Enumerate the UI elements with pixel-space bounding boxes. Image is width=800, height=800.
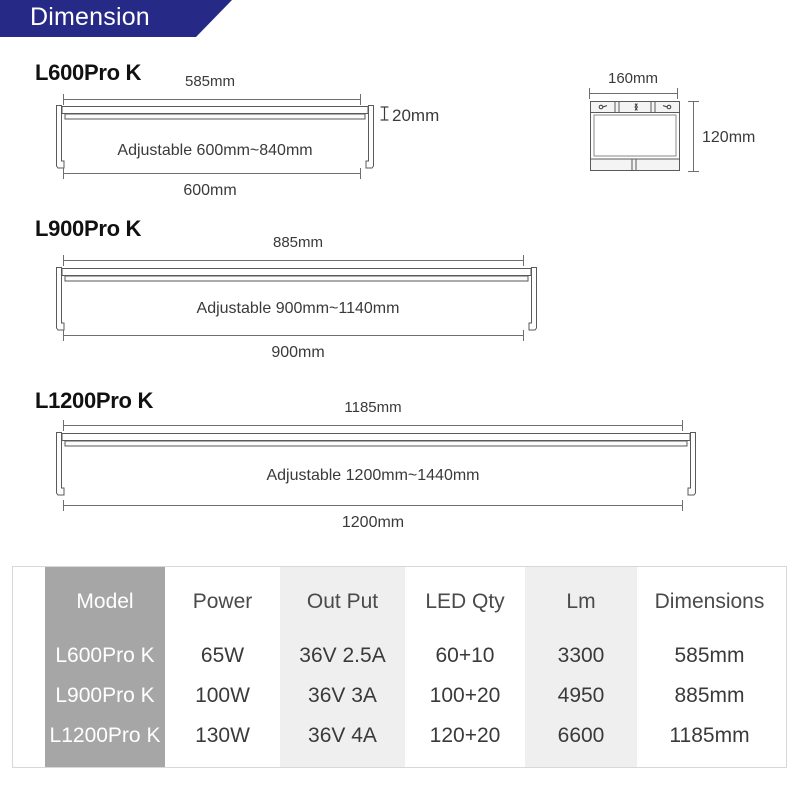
table-cell-dimensions-0: 585mm [674, 644, 745, 667]
table-column-model [45, 567, 165, 767]
table-cell-power-0: 65W [200, 644, 245, 667]
dimension-label-l900-bottom: 900mm [271, 344, 325, 361]
column-header-output: Out Put [306, 590, 379, 613]
dimension-line-l900-bottom [63, 330, 524, 341]
page-title: Dimension [30, 3, 150, 31]
table-cell-lm-0: 3300 [557, 644, 605, 667]
adjustable-label-l900: Adjustable 900mm~1140mm [196, 300, 400, 317]
column-header-model: Model [76, 590, 134, 613]
table-column-output [280, 567, 405, 767]
dimension-label-l1200-bottom: 1200mm [341, 514, 405, 531]
table-cell-dimensions-1: 885mm [674, 684, 745, 707]
dimension-line-l600-bottom [63, 168, 361, 179]
table-cell-output-1: 36V 3A [308, 684, 377, 707]
dimension-line-l1200-bottom [63, 500, 683, 511]
thickness-marker-icon [380, 106, 389, 121]
adjustable-label-l1200: Adjustable 1200mm~1440mm [266, 467, 480, 484]
column-header-power: Power [192, 590, 253, 613]
model-title-l900: L900Pro K [35, 216, 142, 241]
table-cell-power-2: 130W [195, 724, 250, 747]
section-width-dimension-line [589, 88, 678, 99]
table-cell-output-0: 36V 2.5A [299, 644, 386, 667]
adjustable-label-l600: Adjustable 600mm~840mm [117, 142, 313, 159]
table-cell-model-0: L600Pro K [55, 644, 155, 667]
dimension-label-l900-top: 885mm [272, 234, 324, 251]
cross-section-drawing [589, 100, 681, 172]
table-cell-led-qty-2: 120+20 [429, 724, 501, 747]
dimension-line-l1200-top [63, 420, 683, 431]
specification-table [12, 566, 787, 768]
dimension-line-l900-top [63, 255, 524, 266]
fixture-drawing-l600 [55, 104, 375, 176]
column-header-led-qty: LED Qty [425, 590, 505, 613]
table-cell-output-2: 36V 4A [308, 724, 377, 747]
table-cell-lm-2: 6600 [557, 724, 605, 747]
section-height-label: 120mm [702, 129, 756, 146]
model-title-l600: L600Pro K [35, 60, 142, 85]
dimension-label-l600-bottom: 600mm [183, 182, 237, 199]
table-cell-power-1: 100W [195, 684, 250, 707]
column-header-dimensions: Dimensions [654, 590, 765, 613]
table-cell-lm-1: 4950 [557, 684, 605, 707]
model-title-l1200: L1200Pro K [35, 388, 154, 413]
table-column-power [165, 567, 280, 767]
section-height-dimension-line [688, 101, 699, 172]
dimension-label-l600-top: 585mm [184, 73, 236, 90]
table-cell-dimensions-2: 1185mm [669, 724, 750, 747]
table-cell-model-2: L1200Pro K [49, 724, 161, 747]
table-cell-led-qty-0: 60+10 [435, 644, 495, 667]
table-cell-led-qty-1: 100+20 [429, 684, 501, 707]
table-column-led-qty [405, 567, 525, 767]
table-cell-model-1: L900Pro K [55, 684, 155, 707]
column-header-lm: Lm [566, 590, 596, 613]
table-column-dimensions [637, 567, 782, 767]
thickness-label-l600: 20mm [392, 106, 440, 125]
dimension-label-l1200-top: 1185mm [344, 399, 402, 416]
section-width-label: 160mm [607, 70, 659, 87]
table-column-lm [525, 567, 637, 767]
